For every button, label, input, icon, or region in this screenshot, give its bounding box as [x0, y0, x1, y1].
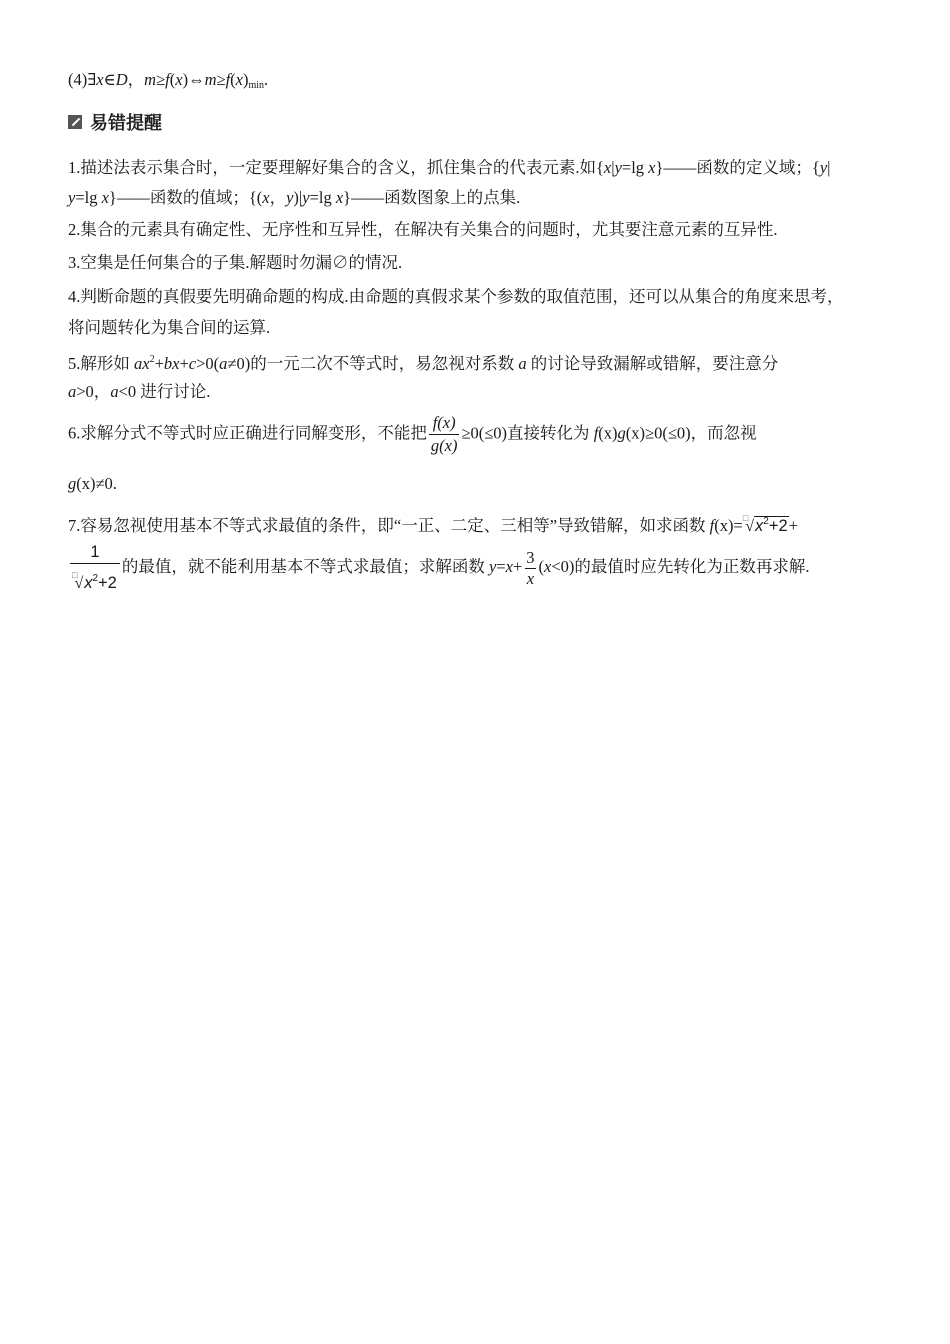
numerator: f(x) — [432, 413, 456, 432]
var-x: x — [84, 574, 93, 592]
section-title: 易错提醒 — [90, 113, 162, 134]
radical-sign: √ — [745, 518, 755, 535]
func-f: f — [165, 70, 170, 89]
text: | — [827, 158, 831, 177]
var-y: y — [614, 158, 622, 177]
radical-sign: √ — [74, 575, 84, 592]
text: )| — [293, 188, 303, 207]
item-6-line-2 — [68, 473, 117, 495]
intro-line — [68, 69, 268, 97]
item-7-line-2 — [68, 541, 810, 595]
text: 7.容易忽视使用基本不等式求最值的条件，即“一正、二定、三相等”导致错解，如求函数 — [68, 516, 710, 535]
var-x: x — [262, 188, 270, 207]
var-x: x — [544, 556, 552, 576]
text: >0， — [76, 382, 111, 401]
var-a: a — [518, 354, 527, 373]
fraction-one-over-root — [70, 541, 120, 595]
item-3: 3.空集是任何集合的子集.解题时勿漏∅的情况. — [68, 253, 403, 272]
var-y: y — [68, 188, 76, 207]
text: ， — [269, 188, 287, 207]
text: }——函数图象上的点集. — [343, 188, 521, 207]
text: ( — [538, 556, 544, 576]
denominator — [70, 563, 120, 595]
var-x: x — [648, 158, 656, 177]
radicand — [754, 516, 789, 535]
text: (x) — [598, 423, 618, 443]
item-4-line-2: 将问题转化为集合间的运算. — [68, 318, 271, 337]
text: =lg — [75, 188, 102, 207]
var-m: m — [144, 70, 157, 89]
text: + — [512, 556, 523, 576]
item-1-line-2 — [68, 187, 520, 209]
period: . — [264, 70, 269, 89]
text: 的最值，就不能利用基本不等式求最值；求解函数 — [121, 556, 489, 576]
var-x: x — [335, 188, 344, 207]
var-x: x — [96, 70, 104, 89]
text: = — [733, 516, 743, 535]
paren: ( — [230, 70, 236, 89]
exponent: 2 — [92, 573, 99, 584]
exponent: 2 — [763, 516, 769, 527]
text: +2 — [98, 574, 117, 592]
term-c: c — [188, 354, 197, 373]
var-x: x — [755, 517, 764, 535]
term-bx: bx — [163, 354, 180, 373]
paren: ( — [169, 70, 176, 89]
text: 1.描述法表示集合时，一定要理解好集合的含义，抓住集合的代表元素.如{ — [68, 158, 604, 177]
var-y: y — [286, 188, 294, 207]
var-x: x — [505, 556, 513, 576]
text: =lg — [621, 158, 649, 177]
text: + — [788, 516, 798, 535]
ge-sign: ≥ — [156, 70, 166, 89]
fraction-f-over-g — [429, 412, 460, 457]
paren: ) — [242, 70, 249, 89]
numerator: 1 — [90, 543, 100, 561]
text: + — [154, 354, 164, 373]
text: ≥0(≤0)，而忽视 — [645, 423, 757, 443]
item-5-line-2 — [68, 381, 210, 403]
text: }——函数的定义域；{ — [655, 158, 820, 177]
text: + — [179, 354, 189, 373]
section-heading — [68, 110, 162, 134]
func-g: g — [68, 474, 77, 493]
intro-prefix: (4)∃ — [68, 70, 97, 89]
text: (x) — [625, 423, 646, 443]
func-f: f — [225, 70, 231, 89]
ge-sign: ≥ — [216, 70, 226, 89]
text: <0)的最值时应先转化为正数再求解. — [551, 556, 810, 576]
radical-index: □ — [742, 513, 749, 523]
text: <0 进行讨论. — [118, 382, 211, 401]
func-f: f — [593, 423, 599, 443]
denominator: g(x) — [430, 436, 458, 455]
var-x: x — [175, 70, 183, 89]
radical-expression — [743, 507, 789, 538]
text: = — [496, 556, 506, 576]
item-7-line-1 — [68, 507, 798, 538]
text: +2 — [768, 517, 788, 535]
var-m: m — [204, 70, 217, 89]
var-a: a — [110, 382, 119, 401]
text: =lg — [309, 188, 336, 207]
text: ≥0(≤0)直接转化为 — [461, 423, 594, 443]
text: | — [611, 158, 615, 177]
func-g: g — [617, 423, 626, 443]
text: ≠0. — [95, 474, 117, 493]
pencil-icon — [68, 115, 82, 129]
subscript-min: min — [248, 80, 265, 91]
comma: ， — [127, 70, 145, 89]
item-5-line-1 — [68, 349, 778, 375]
func-f: f — [709, 516, 715, 535]
var-a: a — [219, 354, 228, 373]
var-y: y — [302, 188, 310, 207]
var-x: x — [603, 158, 612, 177]
item-6-line-1 — [68, 412, 757, 457]
denominator: x — [526, 568, 535, 588]
text: }——函数的值域；{( — [108, 188, 263, 207]
radical-expression — [72, 564, 118, 595]
var-y: y — [488, 556, 497, 576]
term-ax: ax — [134, 354, 150, 373]
text: (x) — [76, 474, 96, 493]
text: 5.解形如 — [68, 354, 134, 373]
var-x: x — [101, 188, 109, 207]
var-y: y — [819, 158, 828, 177]
text: 6.求解分式不等式时应正确进行同解变形，不能把 — [68, 423, 427, 443]
exponent: 2 — [149, 354, 155, 365]
text: >0( — [196, 354, 220, 373]
item-2: 2.集合的元素具有确定性、无序性和互异性，在解决有关集合的问题时，尤其要注意元素的互异性. — [68, 220, 778, 239]
text: ≠0)的一元二次不等式时，易忽视对系数 — [227, 354, 519, 373]
text: 的讨论导致漏解或错解，要注意分 — [526, 354, 779, 373]
numerator: 3 — [526, 547, 535, 567]
set-D: D — [115, 70, 128, 89]
iff-sign: ⇔ — [188, 70, 205, 89]
item-1-line-1 — [68, 157, 830, 179]
var-a: a — [68, 382, 77, 401]
var-x: x — [235, 70, 243, 89]
fraction-three-over-x — [524, 548, 536, 589]
radical-index: □ — [72, 570, 78, 580]
item-4-line-1: 4.判断命题的真假要先明确命题的构成.由命题的真假求某个参数的取值范围，还可以从集合的角度来思考， — [68, 287, 844, 306]
radicand — [83, 574, 118, 592]
element-of: ∈ — [103, 70, 116, 89]
paren: ) — [182, 70, 189, 89]
text: (x) — [714, 516, 734, 535]
